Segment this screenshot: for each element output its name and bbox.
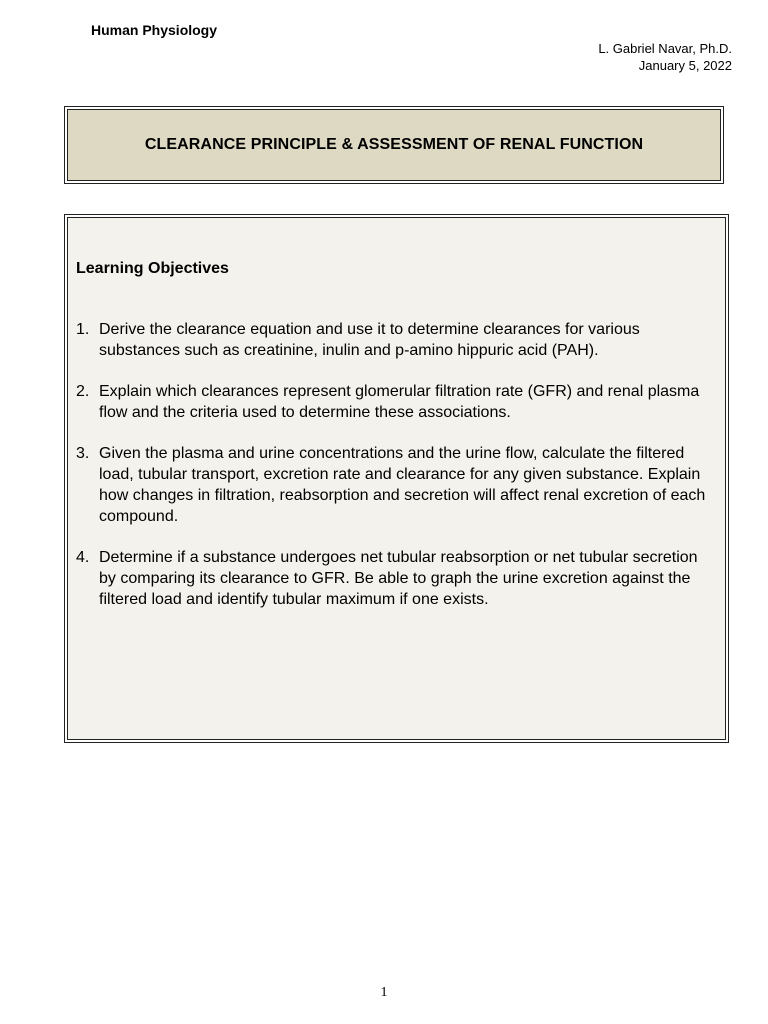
objective-text: Derive the clearance equation and use it to determine clearances for various substances such as creatinine, inulin and p-amino hippuric acid (PAH).	[99, 321, 640, 359]
objective-number: 1.	[76, 321, 90, 338]
course-name: Human Physiology	[91, 22, 218, 38]
author-name: L. Gabriel Navar, Ph.D.	[598, 41, 732, 56]
objective-text: Determine if a substance undergoes net tubular reabsorption or net tubular secretion by comparing its clearance to GFR. Be able to graph the urine excretion against the filtered load and identify tubular maximum if one exists.	[99, 549, 698, 608]
learning-objectives-box	[67, 217, 726, 740]
objective-item	[76, 547, 716, 610]
objective-number: 3.	[76, 445, 90, 462]
document-date: January 5, 2022	[638, 58, 732, 73]
objective-text: Explain which clearances represent glomerular filtration rate (GFR) and renal plasma flow and the criteria used to determine these associations.	[99, 383, 700, 421]
title-box	[67, 109, 721, 181]
document-title: CLEARANCE PRINCIPLE & ASSESSMENT OF RENAL FUNCTION	[144, 136, 644, 153]
objective-number: 4.	[76, 549, 90, 566]
objective-text: Given the plasma and urine concentrations and the urine flow, calculate the filtered load, tubular transport, excretion rate and clearance for any given substance. Explain how changes in filtration, reabsorption and secretion will affect renal excretion of each compound.	[99, 445, 706, 525]
author-block	[598, 40, 732, 74]
page-number: 1	[380, 985, 388, 1000]
objective-item	[76, 443, 716, 527]
objective-item	[76, 381, 716, 423]
objective-item	[76, 319, 716, 361]
objectives-heading: Learning Objectives	[76, 260, 229, 277]
objectives-list	[76, 319, 716, 630]
objective-number: 2.	[76, 383, 90, 400]
